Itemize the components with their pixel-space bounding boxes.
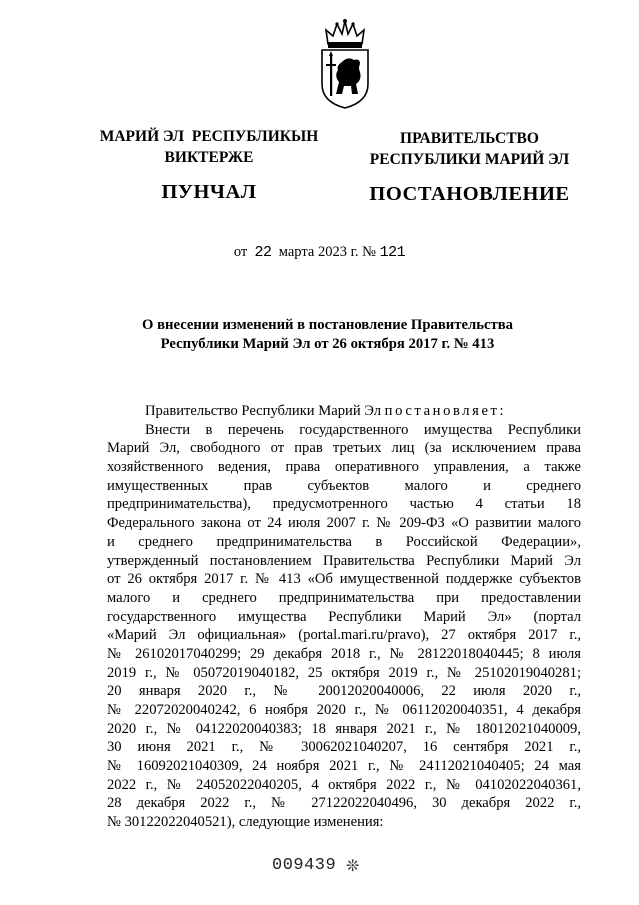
body-line: № 30122022040521), следующие изменения: [107, 814, 384, 831]
intro-spaced: постановляет: [384, 403, 507, 419]
body-line: малого и среднего предпринимательства при предоставлении [107, 589, 581, 606]
body-line: 28 декабря 2022 г., № 27122022040496, 30 декабря 2022 г., [107, 795, 581, 812]
body-line: утвержденный постановлением Правительства Республики Марий Эл [107, 552, 581, 569]
body-line: № 16092021040309, 24 ноября 2021 г., № 24112021040405; 24 мая [107, 758, 581, 775]
footer-mark-icon: ❊ [346, 858, 360, 875]
document-number: 121 [379, 244, 406, 261]
coat-of-arms-icon [318, 18, 372, 110]
body-line: «Марий Эл официальная» (portal.mari.ru/pravo), 27 октября 2017 г., [107, 627, 581, 644]
header-russian [352, 128, 587, 206]
header-right-title: ПОСТАНОВЛЕНИЕ [369, 183, 570, 205]
intro-prefix: Правительство Республики Марий Эл [145, 403, 382, 419]
body-line: 30 июня 2021 г., № 30062021040207, 16 сентября 2021 г., [107, 739, 581, 756]
date-day: 22 [254, 244, 272, 261]
title-line2: Республики Марий Эл от 26 октября 2017 г. № 413 [160, 336, 495, 352]
body-line: Федерального закона от 24 июля 2007 г. № 209-ФЗ «О развитии малого [107, 515, 581, 532]
header-right-line1: ПРАВИТЕЛЬСТВО [400, 130, 539, 147]
body-line: 2022 г., № 24052022040205, 4 октября 2022 г., № 04102022040361, [107, 776, 581, 793]
body-line: от 26 октября 2017 г. № 413 «Об имущественной поддержке субъектов [107, 571, 581, 588]
body-line: 2020 г., № 04122020040383; 18 января 2021 г., № 18012021040009, [107, 720, 581, 737]
body-line: и среднего предпринимательства в Российской Федерации», [107, 533, 581, 550]
body-line: 2019 г., № 05072019040182, 25 октября 2019 г., № 25102019040281; [107, 664, 581, 681]
header-left-line1: МАРИЙ ЭЛ РЕСПУБЛИКЫН [99, 128, 319, 145]
date-prefix: от [233, 244, 248, 260]
document-body [107, 402, 581, 832]
serial-number: 009439 [272, 856, 337, 875]
date-month-year: марта 2023 г. № [278, 244, 376, 260]
body-line: 20 января 2020 г., № 20012020040006, 22 июля 2020 г., [107, 683, 581, 700]
date-line [0, 244, 639, 261]
title-line1: О внесении изменений в постановление Правительства [142, 317, 513, 333]
body-line: хозяйственного ведения, права оперативного управления, а также [107, 459, 581, 476]
body-line: имущественных прав субъектов малого и среднего [107, 477, 581, 494]
body-line: № 26102017040299; 29 декабря 2018 г., № 28122018040445; 8 июля [107, 645, 581, 662]
header-left-line2: ВИКТЕРЖЕ [164, 149, 254, 166]
body-intro [107, 402, 581, 421]
document-title [80, 316, 575, 354]
body-line: № 22072020040242, 6 ноября 2020 г., № 06112020040351, 4 декабря [107, 702, 581, 718]
body-line: государственного имущества Республики Марий Эл» (портал [107, 608, 581, 625]
header-mari [98, 126, 320, 204]
header-left-title: ПУНЧАЛ [161, 181, 257, 203]
body-line: предпринимательства), предусмотренного частью 4 статьи 18 [107, 496, 581, 513]
body-line: Марий Эл, свободного от прав третьих лиц (за исключением права [107, 440, 581, 457]
body-line: Внести в перечень государственного имущества Республики [145, 421, 581, 438]
header-right-line2: РЕСПУБЛИКИ МАРИЙ ЭЛ [369, 151, 570, 168]
